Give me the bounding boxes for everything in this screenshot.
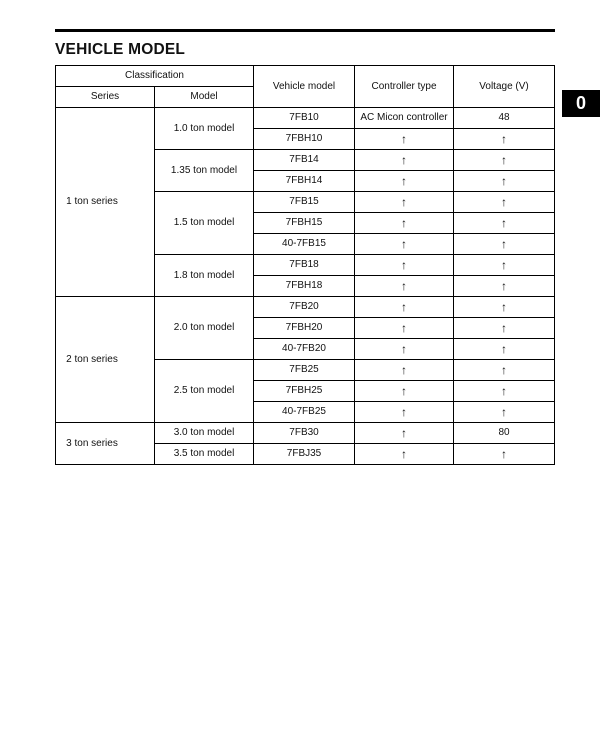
series-cell	[56, 108, 155, 297]
controller-type-cell: ↑	[355, 297, 454, 318]
model-cell: 2.5 ton model	[155, 360, 254, 423]
vehicle-model-cell: 7FB18	[254, 255, 355, 276]
controller-type-cell: ↑	[355, 171, 454, 192]
voltage-cell: 48	[454, 108, 555, 129]
vehicle-model-cell: 7FBJ35	[254, 444, 355, 465]
vehicle-model-cell: 7FBH25	[254, 381, 355, 402]
controller-type-cell: ↑	[355, 381, 454, 402]
model-cell: 1.5 ton model	[155, 192, 254, 255]
vehicle-model-table	[55, 65, 555, 465]
vehicle-model-cell: 7FBH14	[254, 171, 355, 192]
series-label: 1 ton series	[66, 196, 118, 207]
vehicle-model-cell: 7FBH15	[254, 213, 355, 234]
controller-type-cell: ↑	[355, 318, 454, 339]
controller-type-cell: ↑	[355, 444, 454, 465]
header-series: Series	[56, 87, 155, 108]
vehicle-model-cell: 7FBH20	[254, 318, 355, 339]
header-vehicle-model: Vehicle model	[254, 66, 355, 108]
series-label: 2 ton series	[66, 353, 118, 365]
model-cell: 3.0 ton model	[155, 423, 254, 444]
voltage-cell: ↑	[454, 402, 555, 423]
controller-type-cell: ↑	[355, 234, 454, 255]
controller-type-cell: ↑	[355, 360, 454, 381]
table-row	[56, 297, 555, 318]
vehicle-model-cell: 7FB30	[254, 423, 355, 444]
voltage-cell: ↑	[454, 318, 555, 339]
header-controller-type: Controller type	[355, 66, 454, 108]
model-cell: 1.0 ton model	[155, 108, 254, 150]
page-title: VEHICLE MODEL	[55, 41, 186, 58]
voltage-cell: ↑	[454, 339, 555, 360]
series-cell	[56, 297, 155, 423]
model-cell: 1.35 ton model	[155, 150, 254, 192]
voltage-cell: ↑	[454, 444, 555, 465]
vehicle-model-cell: 7FB20	[254, 297, 355, 318]
series-cell	[56, 423, 155, 465]
header-voltage: Voltage (V)	[454, 66, 555, 108]
vehicle-model-cell: 40-7FB25	[254, 402, 355, 423]
controller-type-cell: ↑	[355, 402, 454, 423]
header-model: Model	[155, 87, 254, 108]
controller-type-cell: ↑	[355, 213, 454, 234]
vehicle-model-cell: 7FBH10	[254, 129, 355, 150]
controller-type-cell: ↑	[355, 255, 454, 276]
vehicle-model-cell: 7FB25	[254, 360, 355, 381]
vehicle-model-cell: 7FB15	[254, 192, 355, 213]
voltage-cell: ↑	[454, 150, 555, 171]
vehicle-model-cell: 7FB14	[254, 150, 355, 171]
controller-type-cell: ↑	[355, 150, 454, 171]
vehicle-model-cell: 7FBH18	[254, 276, 355, 297]
header-classification: Classification	[56, 66, 254, 87]
vehicle-model-cell: 40-7FB15	[254, 234, 355, 255]
voltage-cell: ↑	[454, 213, 555, 234]
table-body	[56, 108, 555, 465]
voltage-cell: ↑	[454, 255, 555, 276]
voltage-cell: ↑	[454, 192, 555, 213]
model-cell: 3.5 ton model	[155, 444, 254, 465]
section-tab: 0	[562, 90, 600, 117]
model-cell: 2.0 ton model	[155, 297, 254, 360]
voltage-cell: ↑	[454, 297, 555, 318]
top-rule	[55, 29, 555, 32]
controller-type-cell: ↑	[355, 276, 454, 297]
controller-type-cell: ↑	[355, 192, 454, 213]
model-cell: 1.8 ton model	[155, 255, 254, 297]
voltage-cell: 80	[454, 423, 555, 444]
controller-type-cell: ↑	[355, 129, 454, 150]
voltage-cell: ↑	[454, 129, 555, 150]
voltage-cell: ↑	[454, 171, 555, 192]
vehicle-model-cell: 40-7FB20	[254, 339, 355, 360]
voltage-cell: ↑	[454, 276, 555, 297]
table-row	[56, 108, 555, 129]
controller-type-cell: ↑	[355, 339, 454, 360]
voltage-cell: ↑	[454, 360, 555, 381]
voltage-cell: ↑	[454, 234, 555, 255]
vehicle-model-cell: 7FB10	[254, 108, 355, 129]
series-label: 3 ton series	[66, 437, 118, 449]
voltage-cell: ↑	[454, 381, 555, 402]
controller-type-cell: AC Micon controller	[355, 108, 454, 129]
table-row	[56, 423, 555, 444]
controller-type-cell: ↑	[355, 423, 454, 444]
